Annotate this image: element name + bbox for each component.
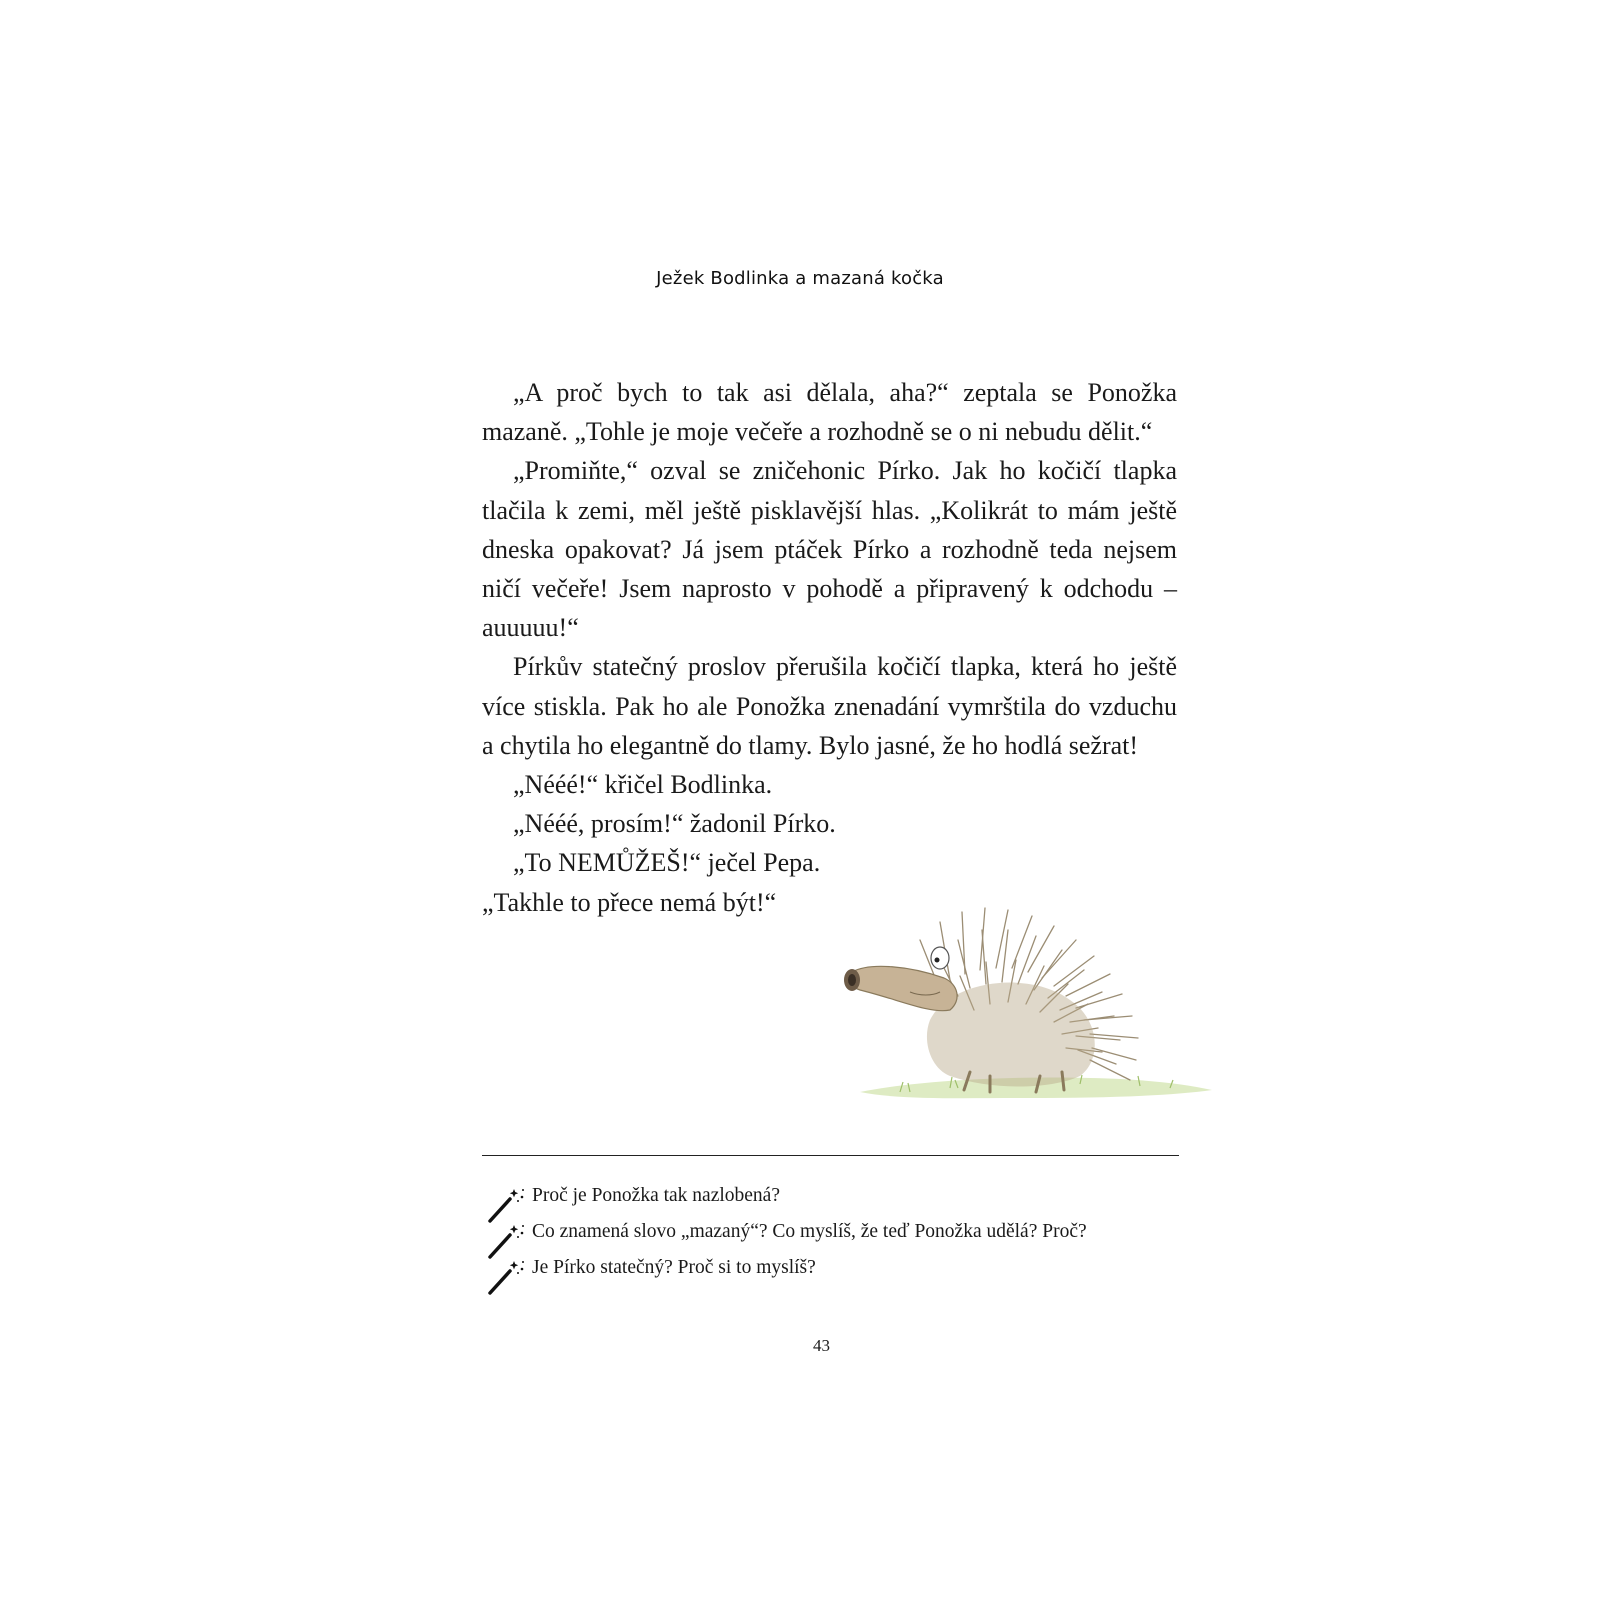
question-item [482, 1219, 1202, 1255]
paragraph-5: „Nééé, prosím!“ žadonil Pírko. [513, 809, 836, 839]
story-text [482, 373, 1177, 922]
magic-wand-icon [484, 1257, 528, 1297]
page-number: 43 [813, 1336, 830, 1355]
question-item [482, 1255, 1202, 1291]
paragraph-4: „Nééé!“ křičel Bodlinka. [513, 770, 773, 800]
paragraph-3: Pírkův statečný proslov přerušila kočičí tlapka, která ho ještě více stiskla. Pak ho ale Ponožka znenadání vymrštila do vzduchu a chytila ho elegantně do tlamy. Bylo jasné, že ho hodlá sežrat! [482, 652, 1177, 760]
section-divider [482, 1155, 1179, 1156]
running-title: Ježek Bodlinka a mazaná kočka [656, 268, 944, 289]
hedgehog-illustration [840, 900, 1220, 1120]
paragraph-7: „Takhle to přece nemá být!“ [482, 887, 777, 917]
question-text: Je Pírko statečný? Proč si to myslíš? [532, 1257, 816, 1278]
question-text: Co znamená slovo „mazaný“? Co myslíš, že teď Ponožka udělá? Proč? [532, 1221, 1087, 1242]
paragraph-6: „To NEMŮŽEŠ!“ ječel Pepa. [513, 848, 821, 878]
paragraph-1: „A proč bych to tak asi dělala, aha?“ zeptala se Ponožka mazaně. „Tohle je moje večeře a rozhodně se o ni nebudu dělit.“ [482, 378, 1177, 447]
question-text: Proč je Ponožka tak nazlobená? [532, 1185, 780, 1206]
question-item [482, 1183, 1202, 1219]
discussion-questions [482, 1183, 1202, 1291]
paragraph-2: „Promiňte,“ ozval se zničehonic Pírko. Jak ho kočičí tlapka tlačila k zemi, měl ještě pisklavější hlas. „Kolikrát to mám ještě dneska opakovat? Já jsem ptáček Pírko a rozhodně teda nejsem ničí večeře! Jsem naprosto v pohodě a připravený k odchodu – auuuuu!“ [482, 456, 1177, 643]
